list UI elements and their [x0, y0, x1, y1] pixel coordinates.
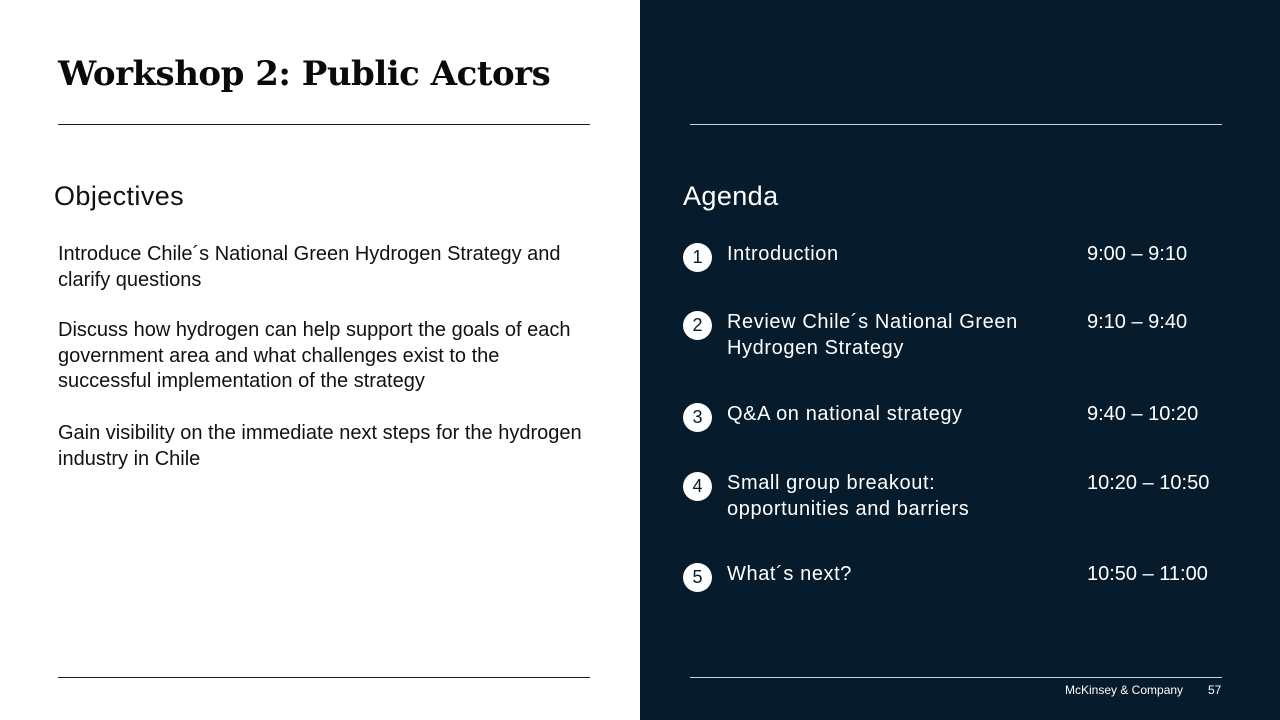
agenda-number-badge: 1 [683, 243, 712, 272]
slide-title: Workshop 2: Public Actors [58, 54, 551, 94]
agenda-number-badge: 3 [683, 403, 712, 432]
objective-item: Gain visibility on the immediate next steps for the hydrogen industry in Chile [58, 422, 582, 470]
objective-item: Discuss how hydrogen can help support the goals of each government area and what challenges exist to the successful implementation of the strategy [58, 319, 571, 392]
agenda-item-time: 9:40 – 10:20 [1087, 403, 1199, 425]
agenda-item-time: 10:20 – 10:50 [1087, 472, 1210, 494]
page-number: 57 [1208, 683, 1222, 697]
agenda-heading: Agenda [683, 181, 779, 211]
agenda-item-label: Q&A on national strategy [727, 403, 963, 425]
agenda-top-divider [690, 124, 1222, 125]
agenda-item-label: Introduction [727, 243, 839, 265]
agenda-item-label: What´s next? [727, 563, 853, 585]
agenda-item-time: 9:00 – 9:10 [1087, 243, 1188, 265]
bottom-divider [58, 677, 590, 678]
agenda-panel [640, 0, 1280, 720]
agenda-item-label: Review Chile´s National Green Hydrogen Strategy [727, 311, 1018, 359]
objective-item: Introduce Chile´s National Green Hydrogen Strategy and clarify questions [58, 243, 561, 291]
agenda-number-badge: 5 [683, 563, 712, 592]
agenda-number-badge: 2 [683, 311, 712, 340]
objectives-heading: Objectives [54, 181, 185, 211]
agenda-item-label: Small group breakout: opportunities and barriers [727, 472, 970, 520]
agenda-item-time: 9:10 – 9:40 [1087, 311, 1188, 333]
title-divider [58, 124, 590, 125]
agenda-bottom-divider [690, 677, 1222, 678]
footer-company: McKinsey & Company [1065, 683, 1184, 697]
agenda-number-badge: 4 [683, 472, 712, 501]
agenda-item-time: 10:50 – 11:00 [1087, 563, 1208, 585]
